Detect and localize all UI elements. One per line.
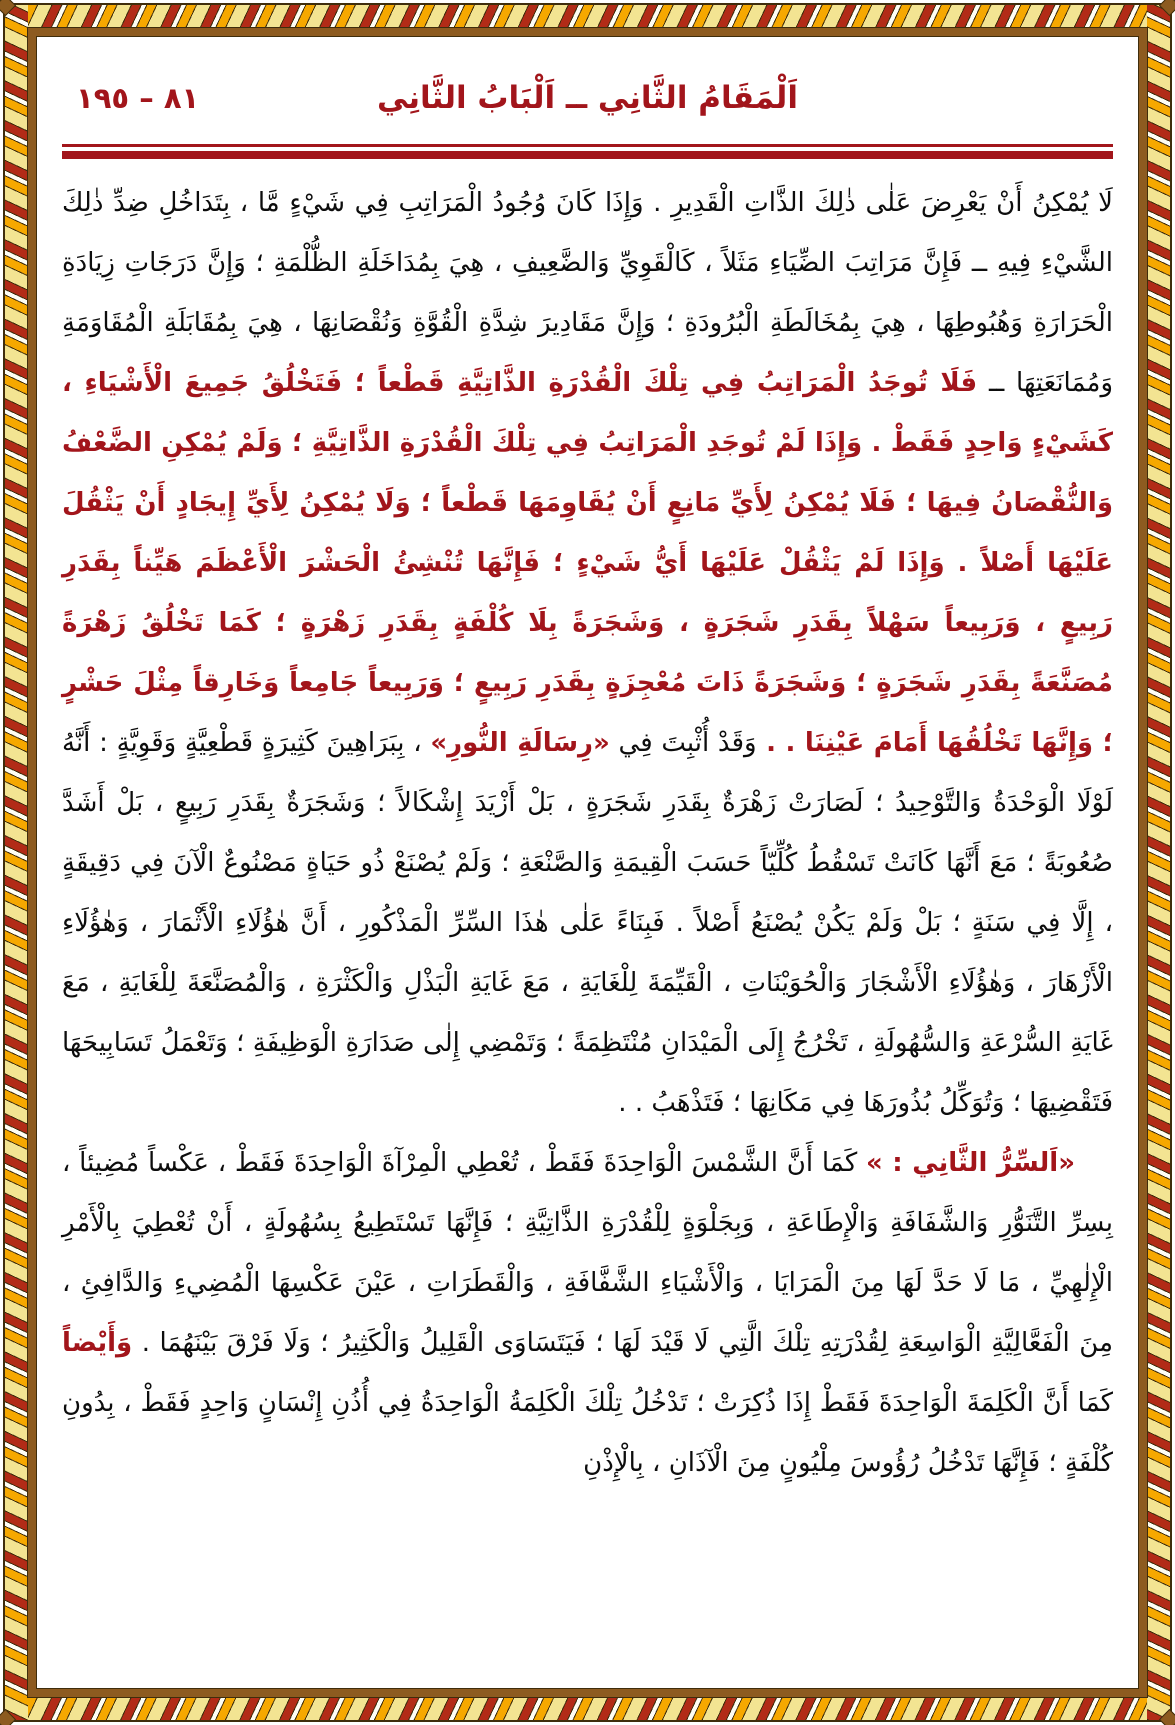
text-segment: وَقَدْ أُثْبِتَ فِي xyxy=(609,728,757,758)
ornamental-border-right xyxy=(1147,5,1170,1720)
ornamental-border-bottom xyxy=(5,1697,1170,1720)
page-title: اَلْمَقَامُ الثَّانِي ــ اَلْبَابُ الثَّانِي xyxy=(377,80,798,116)
text-segment: كَمَا أَنَّ الشَّمْسَ الْوَاحِدَةَ فَقَطْ ، تُعْطِي الْمِرْآةَ الْوَاحِدَةَ فَقَطْ ، عَكْساً مُضِيئاً ، بِسِرِّ التَّنَوُّرِ وَالشَّفَافَةِ وَالْإِطَاعَةِ ، وَبِجَلْوَةٍ لِلْقُدْرَةِ الذَّاتِيَّةِ ؛ فَإِنَّهَا تَسْتَطِيعُ بِسُهُولَةٍ ، أَنْ تُعْطِيَ بِالْأَمْرِ الْإِلٰهِيِّ ، مَا لَا حَدَّ لَهَا مِنَ الْمَرَايَا ، وَالْأَشْيَاءِ الشَّفَّافَةِ ، وَالْقَطَرَاتِ ، عَيْنَ عَكْسِهَا الْمُضِيءِ وَالدَّافِئِ ، مِنَ الْفَعَّالِيَّةِ الْوَاسِعَةِ لِقُدْرَتِهِ تِلْكَ الَّتِي لَا قَيْدَ لَهَا ؛ فَيَتَسَاوَى الْقَلِيلُ وَالْكَثِيرُ ؛ وَلَا فَرْقَ بَيْنَهُمَا . xyxy=(62,1148,1113,1358)
paragraph-2 xyxy=(62,1133,1113,1493)
paragraph-1 xyxy=(62,173,1113,1133)
text-segment-red: «رِسَالَةِ النُّورِ» xyxy=(430,728,610,758)
ornamental-border-top xyxy=(5,5,1170,28)
ornamental-border-left xyxy=(5,5,28,1720)
text-segment: كَمَا أَنَّ الْكَلِمَةَ الْوَاحِدَةَ فَقَطْ إِذَا ذُكِرَتْ ؛ تَدْخُلُ تِلْكَ الْكَلِمَةُ الْوَاحِدَةُ فِي أُذُنِ إِنْسَانٍ وَاحِدٍ فَقَطْ ، بِدُونِ كُلْفَةٍ ؛ فَإِنَّهَا تَدْخُلُ رُؤُوسَ مِلْيُونٍ مِنَ الْآذَانِ ، بِالْإِذْنِ xyxy=(62,1388,1113,1478)
text-segment: ، بِبَرَاهِينَ كَثِيرَةٍ قَطْعِيَّةٍ وَقَوِيَّةٍ : أَنَّهُ لَوْلَا الْوَحْدَةُ وَالتَّوْحِيدُ ؛ لَصَارَتْ زَهْرَةٌ بِقَدَرِ شَجَرَةٍ ، بَلْ أَزْيَدَ إِشْكَالاً ؛ وَشَجَرَةٌ بِقَدَرِ رَبِيعٍ ، بَلْ أَشَدَّ صُعُوبَةً ؛ مَعَ أَنَّهَا كَانَتْ تَسْقُطُ كُلِّيّاً حَسَبَ الْقِيمَةِ وَالصَّنْعَةِ ؛ وَلَمْ يُصْنَعْ ذُو حَيَاةٍ مَصْنُوعٌ الْآنَ فِي دَقِيقَةٍ ، إِلَّا فِي سَنَةٍ ؛ بَلْ وَلَمْ يَكُنْ يُصْنَعُ أَصْلاً . فَبِنَاءً عَلٰى هٰذَا السِّرِّ الْمَذْكُورِ ، أَنَّ هٰؤُلَاءِ الْأَثْمَارَ ، وَهٰؤُلَاءِ الْأَزْهَارَ ، وَهٰؤُلَاءِ الْأَشْجَارَ وَالْحُوَيْنَاتِ ، الْقَيِّمَةَ لِلْغَايَةِ ، مَعَ غَايَةِ الْبَذْلِ وَالْكَثْرَةِ ، وَالْمُصَنَّعَةَ لِلْغَايَةِ ، مَعَ غَايَةِ السُّرْعَةِ وَالسُّهُولَةِ ، تَخْرُجُ إِلَى الْمَيْدَانِ مُنْتَظِمَةً ؛ وَتَمْضِي إِلٰى صَدَارَةِ الْوَظِيفَةِ ؛ وَتَعْمَلُ تَسَابِيحَهَا فَتَقْضِيهَا ؛ وَتُوَكِّلُ بُذُورَهَا فِي مَكَانِهَا ؛ فَتَذْهَبُ . . xyxy=(62,728,1113,1118)
page-content xyxy=(62,66,1113,1665)
text-segment-red: «اَلسِّرُّ الثَّانِي : » xyxy=(865,1148,1075,1178)
text-segment: لَا يُمْكِنُ أَنْ يَعْرِضَ عَلٰى ذٰلِكَ الذَّاتِ الْقَدِيرِ . وَإِذَا كَانَ وُجُودُ الْمَرَاتِبِ فِي شَيْءٍ مَّا ، بِتَدَاخُلِ ضِدِّ ذٰلِكَ الشَّيْءِ فِيهِ ــ فَإِنَّ مَرَاتِبَ الضِّيَاءِ مَثَلاً ، كَالْقَوِيِّ وَالضَّعِيفِ ، هِيَ بِمُدَاخَلَةِ الظُّلْمَةِ ؛ وَإِنَّ دَرَجَاتِ زِيَادَةِ الْحَرَارَةِ وَهُبُوطِهَا ، هِيَ بِمُخَالَطَةِ الْبُرُودَةِ ؛ وَإِنَّ مَقَادِيرَ شِدَّةِ الْقُوَّةِ وَنُقْصَانِهَا ، هِيَ بِمُقَابَلَةِ الْمُقَاوَمَةِ وَمُمَانَعَتِهَا ــ xyxy=(62,188,1113,398)
text-segment-red: فَلَا تُوجَدُ الْمَرَاتِبُ فِي تِلْكَ الْقُدْرَةِ الذَّاتِيَّةِ قَطْعاً ؛ فَتَخْلُقُ جَمِيعَ الْأَشْيَاءِ ، كَشَيْءٍ وَاحِدٍ فَقَطْ . وَإِذَا لَمْ تُوجَدِ الْمَرَاتِبُ فِي تِلْكَ الْقُدْرَةِ الذَّاتِيَّةِ ؛ وَلَمْ يُمْكِنِ الضَّعْفُ وَالنُّقْصَانُ فِيهَا ؛ فَلَا يُمْكِنُ لِأَيِّ مَانِعٍ أَنْ يُقَاوِمَهَا قَطْعاً ؛ وَلَا يُمْكِنُ لِأَيِّ إِيجَادٍ أَنْ يَثْقُلَ عَلَيْهَا أَصْلاً . وَإِذَا لَمْ يَثْقُلْ عَلَيْهَا أَيُّ شَيْءٍ ؛ فَإِنَّهَا تُنْشِئُ الْحَشْرَ الْأَعْظَمَ هَيِّناً بِقَدَرِ رَبِيعٍ ، وَرَبِيعاً سَهْلاً بِقَدَرِ شَجَرَةٍ ، وَشَجَرَةً بِلَا كُلْفَةٍ بِقَدَرِ زَهْرَةٍ ؛ كَمَا تَخْلُقُ زَهْرَةً مُصَنَّعَةً بِقَدَرِ شَجَرَةٍ ؛ وَشَجَرَةً ذَاتَ مُعْجِزَةٍ بِقَدَرِ رَبِيعٍ ؛ وَرَبِيعاً جَامِعاً وَخَارِقاً مِثْلَ حَشْرٍ ؛ وَإِنَّهَا تَخْلُقُهَا أَمَامَ عَيْنِنَا . . xyxy=(62,368,1113,758)
page-numbers: ٨١ – ١٩٥ xyxy=(76,81,200,115)
body-text xyxy=(62,173,1113,1493)
text-segment-red: وَأَيْضاً xyxy=(62,1328,133,1358)
header-divider-rule xyxy=(62,144,1113,159)
page-header xyxy=(62,66,1113,138)
